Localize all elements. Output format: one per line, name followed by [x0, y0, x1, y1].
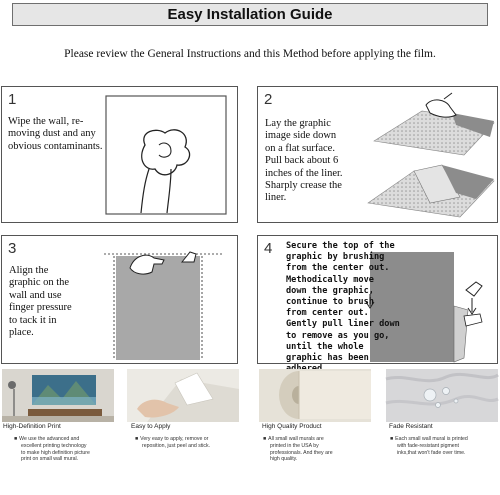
step-number: 2	[264, 91, 273, 108]
feature-body	[390, 436, 498, 456]
step-line: Secure the top of the	[286, 241, 395, 251]
feature-line-text: reposition, just peel and stick.	[142, 442, 211, 449]
wiping-wall-illustration	[105, 95, 231, 217]
step-line: Lay the graphic	[265, 118, 331, 129]
feature-title: Fade Resistant	[389, 423, 433, 430]
step-line: down the graphic,	[286, 285, 374, 296]
feature-line-text: to make high definition picture	[21, 449, 90, 456]
feature-line-text: inks,that won't fade over time.	[397, 449, 466, 456]
step-line: continue to brush	[286, 297, 374, 308]
step-line: Gently pull liner down	[286, 319, 400, 330]
step-4-panel	[257, 235, 498, 364]
step-line: graphic has been	[286, 353, 369, 364]
feature-line	[14, 436, 126, 443]
feature-body	[135, 436, 245, 450]
step-line: liner.	[265, 192, 287, 204]
feature-line-text: print on small wall mural.	[21, 456, 79, 463]
bullet-icon: ■	[14, 436, 18, 442]
step-2-panel	[257, 86, 498, 223]
step-line: graphic on the	[9, 277, 70, 289]
step-line: image side down	[265, 130, 337, 142]
step-line: moving dust and any	[8, 128, 96, 140]
feature-line-text: printed in the USA by	[270, 442, 319, 449]
feature-body	[14, 436, 126, 463]
step-line: wall and use	[9, 289, 62, 301]
step-1-panel	[1, 86, 238, 223]
feature-line-text: excellent printing technology	[21, 442, 87, 449]
step-line: graphic by brushing	[286, 252, 385, 263]
feature-line	[263, 436, 373, 443]
feature-line-text: with fade-resistant pigment	[397, 442, 459, 449]
step-number: 1	[8, 91, 17, 108]
step-line: inches of the liner.	[265, 167, 343, 179]
step-line: on a flat surface.	[265, 142, 335, 154]
step-4-text	[286, 241, 414, 375]
step-3-text	[9, 265, 94, 339]
step-line: from center out.	[286, 308, 369, 319]
feature-line-text: professionals. And they are	[270, 449, 333, 456]
step-line: Sharply crease the	[265, 180, 342, 192]
feature-line-text: Each small wall mural is printed	[395, 436, 468, 442]
water-droplets-photo	[386, 369, 498, 422]
peel-corner-photo	[127, 369, 239, 422]
step-line: to remove as you go,	[286, 330, 390, 341]
feature-line	[135, 436, 245, 443]
feature-line-text: Very easy to apply, remove or	[140, 436, 209, 442]
step-line: obvious contaminants.	[8, 140, 103, 152]
step-line: finger pressure	[9, 302, 72, 314]
subtitle: Please review the General Instructions and this Method before applying the film.	[64, 48, 436, 60]
bullet-icon: ■	[390, 436, 394, 442]
step-number: 4	[264, 240, 273, 257]
feature-line	[390, 436, 498, 443]
step-1-text	[8, 116, 103, 153]
step-3-panel	[1, 235, 238, 364]
feature-title: High-Definition Print	[3, 423, 61, 430]
step-line: to tack it in	[9, 314, 57, 326]
rolls-photo	[259, 369, 371, 422]
feature-body	[263, 436, 373, 463]
step-line: Methodically move	[286, 274, 374, 285]
feature-line-text: high quality.	[270, 456, 298, 463]
step-line: place.	[9, 327, 34, 339]
feature-line-text: We use the advanced and	[19, 436, 80, 442]
living-room-photo	[2, 369, 114, 422]
step-line: until the whole	[286, 341, 364, 352]
page-title: Easy Installation Guide	[12, 3, 488, 26]
liner-peel-illustration	[356, 93, 496, 221]
bullet-icon: ■	[135, 436, 139, 442]
align-graphic-illustration	[94, 240, 236, 362]
step-number: 3	[8, 240, 17, 257]
step-line: Align the	[9, 265, 49, 276]
step-line: Pull back about 6	[265, 155, 339, 167]
feature-title: Easy to Apply	[131, 423, 171, 430]
bullet-icon: ■	[263, 436, 267, 442]
step-line: Wipe the wall, re-	[8, 116, 84, 127]
step-line: from the center out.	[286, 263, 390, 274]
feature-line-text: All small wall murals are	[268, 436, 324, 442]
feature-title: High Quality Product	[262, 423, 322, 430]
step-2-text	[265, 118, 360, 205]
